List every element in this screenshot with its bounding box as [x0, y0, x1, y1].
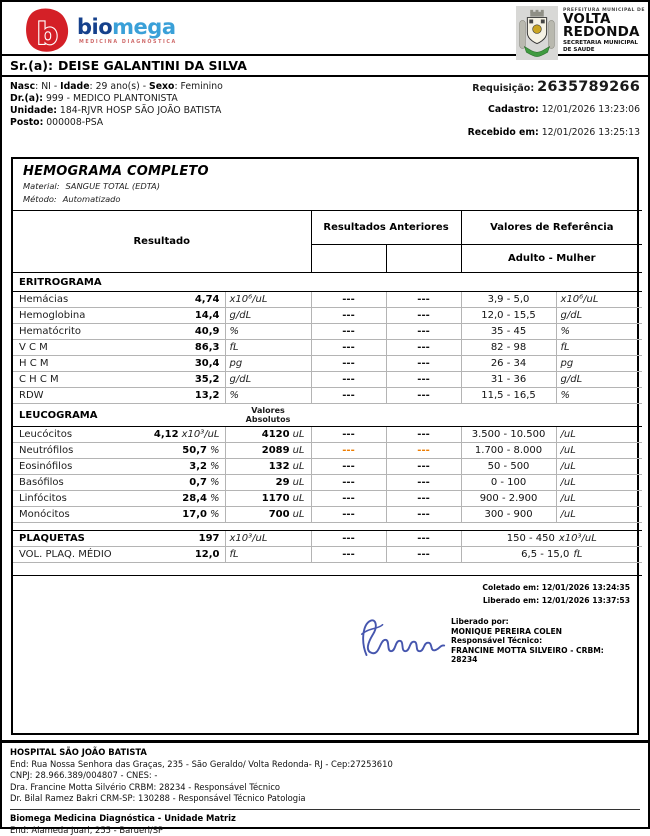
absolute-unit: uL — [292, 429, 305, 440]
reference-unit: fL — [556, 340, 642, 356]
reference-unit: % — [556, 388, 642, 404]
blood-drop-icon — [24, 8, 70, 53]
analyte-name: PLAQUETAS — [19, 533, 85, 544]
result-unit: x10³/uL — [225, 531, 311, 547]
table-row — [13, 308, 642, 324]
absolute-value: 132 — [268, 461, 290, 472]
signature-icon — [357, 613, 447, 661]
footer-resp-patologia-line: Dr. Bilal Ramez Bakri CRM-SP: 130288 - Responsável Técnico Patologia — [10, 793, 306, 804]
reference-range: 900 - 2.900 — [461, 491, 556, 507]
table-row — [13, 459, 642, 475]
table-row — [13, 491, 642, 507]
report-header — [2, 2, 648, 56]
result-value: 30,4 — [194, 358, 220, 369]
coletado-line: Coletado em: 12/01/2026 13:24:35 — [482, 583, 630, 592]
reference-unit: /uL — [556, 443, 642, 459]
section-header-row — [13, 404, 642, 427]
brand-tagline: MEDICINA DIAGNÓSTICA — [79, 39, 177, 45]
result-value: 3,2 — [189, 461, 207, 472]
reference-unit: /uL — [556, 427, 642, 443]
liberado-por-label: Liberado por: — [451, 617, 509, 626]
analyte-name: C H C M — [19, 374, 59, 385]
analyte-name: Linfócitos — [19, 493, 67, 504]
previous-result-2: --- — [386, 459, 461, 475]
result-value: 13,2 — [194, 390, 220, 401]
brand-wordmark — [77, 14, 177, 45]
reference-range: 3,9 - 5,0 — [461, 292, 556, 308]
exam-result-box — [11, 157, 639, 735]
method-line: Método: Automatizado — [23, 193, 121, 204]
result-unit: g/dL — [225, 372, 311, 388]
reference-range: 12,0 - 15,5 — [461, 308, 556, 324]
absolute-unit: uL — [292, 477, 305, 488]
analyte-name: RDW — [19, 390, 44, 401]
previous-result-2: --- — [386, 308, 461, 324]
result-value: 197 — [198, 533, 220, 544]
exam-title-block — [13, 159, 637, 208]
analyte-name: VOL. PLAQ. MÉDIO — [19, 549, 112, 560]
result-unit: % — [209, 493, 220, 504]
column-header-resultado: Resultado — [13, 211, 311, 273]
reference-range: 3.500 - 10.500 — [461, 427, 556, 443]
city-name-1: VOLTA — [563, 11, 611, 27]
results-table — [13, 210, 642, 576]
table-row — [13, 356, 642, 372]
cadastro-line: Cadastro: 12/01/2026 13:23:06 — [488, 104, 640, 115]
material-line: Material: SANGUE TOTAL (EDTA) — [23, 181, 160, 191]
previous-result-2: --- — [386, 356, 461, 372]
result-value: 14,4 — [194, 310, 220, 321]
analyte-name: Monócitos — [19, 509, 70, 520]
previous-result-1: --- — [311, 372, 386, 388]
result-unit: % — [209, 509, 220, 520]
previous-result-2: --- — [386, 475, 461, 491]
requisition-number: 2635789266 — [537, 79, 640, 95]
result-value: 4,74 — [194, 294, 220, 305]
analyte-name: Eosinófilos — [19, 461, 73, 472]
absolute-value: 700 — [268, 509, 290, 520]
exam-title: HEMOGRAMA COMPLETO — [23, 164, 209, 179]
analyte-name: Hemácias — [19, 294, 69, 305]
previous-result-1: --- — [311, 491, 386, 507]
previous-result-1: --- — [311, 308, 386, 324]
previous-result-2: --- — [386, 292, 461, 308]
biomega-logo — [24, 8, 177, 53]
analyte-name: Hematócrito — [19, 326, 82, 337]
reference-range: 35 - 45 — [461, 324, 556, 340]
footer-matrix-name: Biomega Medicina Diagnóstica - Unidade Matriz — [10, 812, 236, 823]
reference-range: 150 - 450 — [506, 533, 555, 544]
result-value: 28,4 — [182, 493, 207, 504]
result-unit: % — [209, 445, 220, 456]
page-footer — [2, 743, 648, 836]
reference-unit: /uL — [556, 459, 642, 475]
previous-result-1: --- — [311, 531, 386, 547]
reference-range: 50 - 500 — [461, 459, 556, 475]
table-row — [13, 388, 642, 404]
table-row — [13, 340, 642, 356]
reference-range: 11,5 - 16,5 — [461, 388, 556, 404]
patient-demographics-line: Nasc: NI - Idade: 29 ano(s) - Sexo: Feminino — [10, 81, 223, 92]
footer-hospital-name: HOSPITAL SÃO JOÃO BATISTA — [10, 747, 147, 757]
result-value: 50,7 — [182, 445, 207, 456]
reference-unit: x10⁶/uL — [556, 292, 642, 308]
absolute-unit: uL — [292, 493, 305, 504]
result-value: 40,9 — [194, 326, 220, 337]
result-unit: pg — [225, 356, 311, 372]
section-name: ERITROGRAMA — [13, 273, 642, 292]
table-row — [13, 372, 642, 388]
liberado-line: Liberado em: 12/01/2026 13:37:53 — [482, 596, 630, 605]
table-row — [13, 324, 642, 340]
reference-range: 6,5 - 15,0 — [521, 549, 570, 560]
posto-line: Posto: 000008-PSA — [10, 117, 104, 128]
absolute-value: 4120 — [261, 429, 290, 440]
previous-result-2: --- — [386, 340, 461, 356]
column-header-anteriores: Resultados Anteriores — [311, 211, 461, 245]
result-unit: fL — [225, 547, 311, 563]
reference-range: 0 - 100 — [461, 475, 556, 491]
result-unit: % — [225, 324, 311, 340]
result-unit: x10⁶/uL — [225, 292, 311, 308]
absolute-unit: uL — [292, 509, 305, 520]
reference-range: 82 - 98 — [461, 340, 556, 356]
table-row — [13, 292, 642, 308]
previous-result-1: --- — [311, 459, 386, 475]
recebido-line: Recebido em: 12/01/2026 13:25:13 — [467, 127, 640, 138]
prefeitura-line: PREFEITURA MUNICIPAL DE — [563, 8, 645, 13]
spacer-row — [13, 523, 642, 531]
previous-result-2: --- — [386, 547, 461, 563]
table-row — [13, 547, 642, 563]
analyte-name: Neutrófilos — [19, 445, 74, 456]
patient-info-block — [2, 77, 648, 154]
footer-inner-divider — [10, 809, 640, 810]
result-unit: % — [225, 388, 311, 404]
absolute-unit: uL — [292, 445, 305, 456]
result-value: 12,0 — [194, 549, 220, 560]
analyte-name: V C M — [19, 342, 48, 353]
reference-unit: /uL — [556, 475, 642, 491]
result-unit: % — [209, 461, 220, 472]
absolute-values-header: Valores Absolutos — [225, 404, 311, 427]
municipality-block — [516, 6, 645, 60]
resp-tecnico-name: FRANCINE MOTTA SILVEIRO - CRBM: 28234 — [451, 645, 604, 664]
result-unit: % — [209, 477, 220, 488]
reference-unit: fL — [573, 549, 583, 560]
previous-result-2: --- — [386, 443, 461, 459]
footer-resp-line: Dra. Francine Motta Silvério CRBM: 28234 - Responsável Técnico — [10, 781, 281, 792]
volta-redonda-coat-of-arms-icon — [516, 6, 558, 60]
analyte-name: Hemoglobina — [19, 310, 86, 321]
table-row — [13, 475, 642, 491]
requisition-label: Requisição: — [472, 83, 535, 94]
reference-range: 31 - 36 — [461, 372, 556, 388]
secretaria-line-2: DE SAUDE — [563, 46, 595, 53]
result-unit: fL — [225, 340, 311, 356]
previous-result-2: --- — [386, 507, 461, 523]
reference-range: 300 - 900 — [461, 507, 556, 523]
previous-result-1: --- — [311, 443, 386, 459]
table-row — [13, 427, 642, 443]
previous-result-1: --- — [311, 427, 386, 443]
svg-text:b: b — [36, 16, 58, 51]
reference-unit: pg — [556, 356, 642, 372]
reference-unit: /uL — [556, 491, 642, 507]
previous-result-1: --- — [311, 340, 386, 356]
requisition-block — [468, 81, 640, 150]
previous-result-2: --- — [386, 388, 461, 404]
section-header-row — [13, 273, 642, 292]
analyte-name: H C M — [19, 358, 49, 369]
secretaria-line-1: SECRETARIA MUNICIPAL — [563, 40, 638, 46]
table-row — [13, 443, 642, 459]
result-value: 0,7 — [189, 477, 207, 488]
previous-result-2: --- — [386, 372, 461, 388]
previous-result-1: --- — [311, 388, 386, 404]
result-unit: x10³/uL — [181, 429, 220, 440]
footer-address-line: End: Rua Nossa Senhora das Graças, 235 - São Geraldo/ Volta Redonda- RJ - Cep:27253610 — [10, 758, 393, 769]
previous-result-2: --- — [386, 427, 461, 443]
previous-result-2: --- — [386, 531, 461, 547]
previous-result-2: --- — [386, 324, 461, 340]
doctor-line: Dr.(a): 999 - MEDICO PLANTONISTA — [10, 93, 178, 104]
report-table-body — [13, 273, 642, 576]
absolute-unit: uL — [292, 461, 305, 472]
reference-unit: x10³/uL — [558, 533, 597, 544]
previous-result-2: --- — [386, 491, 461, 507]
reference-unit: % — [556, 324, 642, 340]
patient-name: DEISE GALANTINI DA SILVA — [58, 58, 247, 73]
result-value: 35,2 — [194, 374, 220, 385]
liberado-por-name: MONIQUE PEREIRA COLEN — [451, 626, 563, 636]
previous-result-subheader — [386, 245, 461, 273]
footer-matrix-address: End: Alameda Juari, 255 - Barueri/SP — [10, 824, 164, 835]
reference-range: 1.700 - 8.000 — [461, 443, 556, 459]
reference-range: 26 - 34 — [461, 356, 556, 372]
reference-unit: /uL — [556, 507, 642, 523]
previous-result-1: --- — [311, 324, 386, 340]
analyte-name: Basófilos — [19, 477, 64, 488]
patient-label: Sr.(a): — [10, 58, 53, 73]
absolute-value: 1170 — [261, 493, 290, 504]
reference-unit: g/dL — [556, 372, 642, 388]
previous-result-1: --- — [311, 356, 386, 372]
result-unit: g/dL — [225, 308, 311, 324]
previous-result-1: --- — [311, 292, 386, 308]
previous-result-1: --- — [311, 507, 386, 523]
section-name: LEUCOGRAMA — [13, 404, 225, 427]
spacer-row — [13, 563, 642, 576]
brand-mega: mega — [112, 14, 176, 39]
unit-line: Unidade: 184-RJVR HOSP SÃO JOÃO BATISTA — [10, 105, 222, 116]
municipality-text — [563, 6, 645, 53]
resp-tecnico-label: Responsável Técnico: — [451, 636, 543, 645]
absolute-value: 29 — [275, 477, 290, 488]
brand-bio: bio — [77, 14, 113, 39]
column-header-referencia: Valores de Referência — [461, 211, 642, 245]
previous-result-1: --- — [311, 475, 386, 491]
signature-block — [13, 617, 637, 665]
footer-cnpj-line: CNPJ: 28.966.389/004807 - CNES: - — [10, 770, 158, 781]
table-row — [13, 507, 642, 523]
absolute-value: 2089 — [261, 445, 290, 456]
reference-unit: g/dL — [556, 308, 642, 324]
previous-result-subheader — [311, 245, 386, 273]
analyte-name: Leucócitos — [19, 429, 73, 440]
city-name-2: REDONDA — [563, 23, 640, 40]
reference-subheader: Adulto - Mulher — [461, 245, 642, 273]
table-row — [13, 531, 642, 547]
result-value: 86,3 — [194, 342, 220, 353]
dates-block — [13, 581, 637, 607]
previous-result-1: --- — [311, 547, 386, 563]
result-value: 17,0 — [182, 509, 207, 520]
result-value: 4,12 — [153, 429, 179, 440]
